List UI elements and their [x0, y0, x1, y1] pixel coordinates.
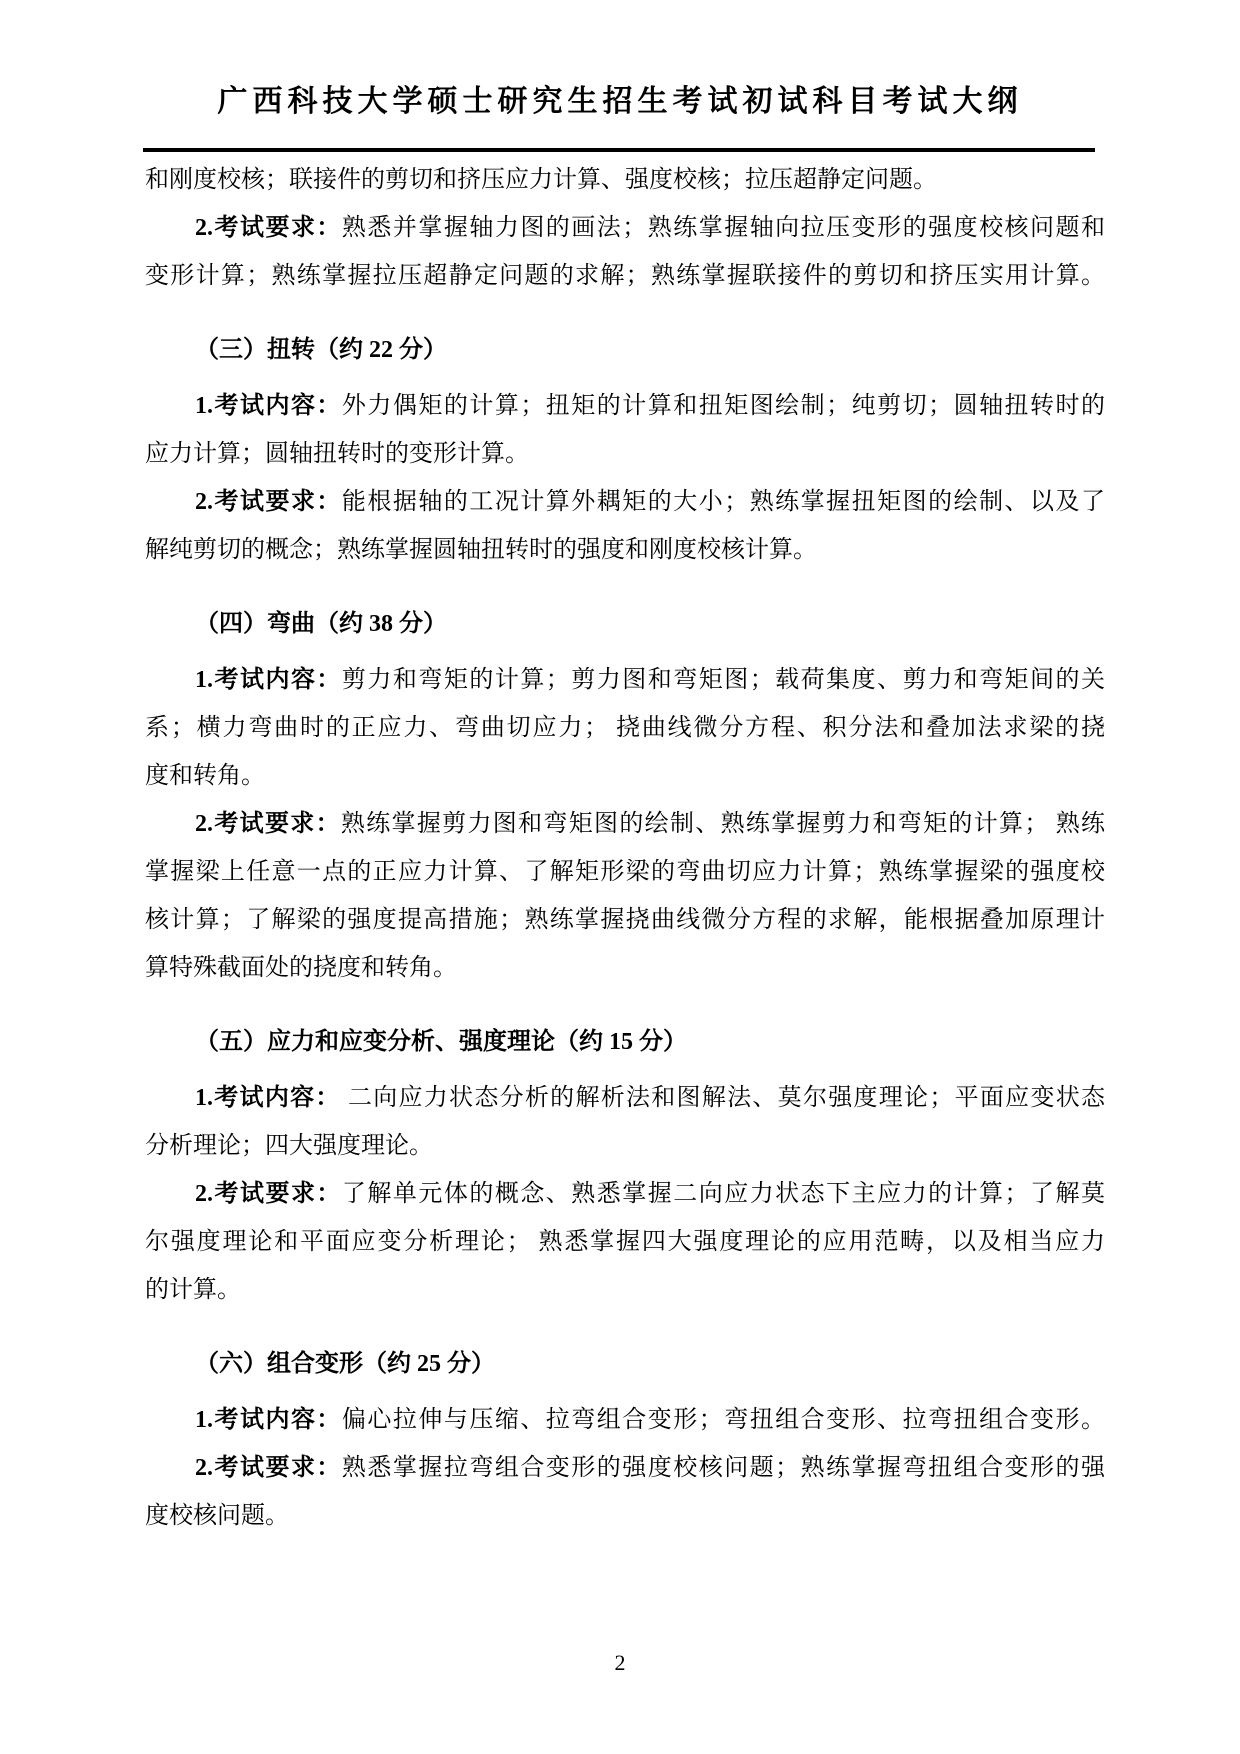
bold-text-run: 1.考试内容： — [195, 393, 342, 419]
text-run: 剪力和弯矩的计算；剪力图和弯矩图；载荷集度、剪力和弯矩间的关 — [341, 667, 1106, 693]
body-line — [145, 478, 1105, 526]
text-run: 熟悉掌握拉弯组合变形的强度校核问题；熟练掌握弯扭组合变形的强 — [341, 1455, 1106, 1481]
body-line — [145, 1218, 1105, 1266]
section-heading — [145, 1340, 1105, 1388]
body-line — [145, 1170, 1105, 1218]
bold-text-run: （六）组合变形（约 25 分） — [195, 1351, 495, 1377]
section-heading — [145, 600, 1105, 648]
body-line — [145, 526, 1105, 574]
bold-text-run: 1.考试内容： — [195, 1407, 342, 1433]
body-line — [145, 752, 1105, 800]
bold-text-run: 2.考试要求： — [195, 1181, 342, 1207]
text-run: 核计算；了解梁的强度提高措施；熟练掌握挠曲线微分方程的求解，能根据叠加原理计 — [145, 907, 1105, 933]
text-run: 熟练掌握剪力图和弯矩图的绘制、熟练掌握剪力和弯矩的计算； 熟练 — [340, 811, 1106, 837]
bold-text-run: 2.考试要求： — [195, 489, 342, 515]
body-line — [145, 1492, 1105, 1540]
text-run: 偏心拉伸与压缩、拉弯组合变形；弯扭组合变形、拉弯扭组合变形。 — [341, 1407, 1106, 1433]
body-line — [145, 382, 1105, 430]
document-body — [145, 156, 1105, 1540]
body-line — [145, 896, 1105, 944]
body-line — [145, 1266, 1105, 1314]
body-line — [145, 430, 1105, 478]
body-line — [145, 1396, 1105, 1444]
body-line — [145, 944, 1105, 992]
bold-text-run: 2.考试要求： — [195, 215, 342, 241]
bold-text-run: （三）扭转（约 22 分） — [195, 337, 447, 363]
bold-text-run: 1.考试内容： — [195, 667, 342, 693]
body-line — [145, 1122, 1105, 1170]
text-run: 熟悉并掌握轴力图的画法；熟练掌握轴向拉压变形的强度校核问题和 — [341, 215, 1106, 241]
text-run: 解纯剪切的概念；熟练掌握圆轴扭转时的强度和刚度校核计算。 — [145, 537, 817, 563]
text-run: 尔强度理论和平面应变分析理论； 熟悉掌握四大强度理论的应用范畴，以及相当应力 — [145, 1229, 1105, 1255]
text-run: 度校核问题。 — [145, 1503, 289, 1529]
section-heading — [145, 1018, 1105, 1066]
text-run: 的计算。 — [145, 1277, 241, 1303]
text-run: 二向应力状态分析的解析法和图解法、莫尔强度理论；平面应变状态 — [340, 1085, 1106, 1111]
page-number: 2 — [614, 1650, 626, 1675]
bold-text-run: （五）应力和应变分析、强度理论（约 15 分） — [195, 1029, 687, 1055]
body-line — [145, 252, 1105, 300]
bold-text-run: （四）弯曲（约 38 分） — [195, 611, 447, 637]
body-line — [145, 704, 1105, 752]
body-line — [145, 800, 1105, 848]
document-title: 广西科技大学硕士研究生招生考试初试科目考试大纲 — [217, 85, 1023, 118]
text-run: 和刚度校核；联接件的剪切和挤压应力计算、强度校核；拉压超静定问题。 — [145, 167, 937, 193]
body-line — [145, 1444, 1105, 1492]
bold-text-run: 2.考试要求： — [195, 811, 341, 837]
body-line — [145, 156, 1105, 204]
body-line — [145, 1074, 1105, 1122]
text-run: 能根据轴的工况计算外耦矩的大小；熟练掌握扭矩图的绘制、以及了 — [341, 489, 1106, 515]
text-run: 系；横力弯曲时的正应力、弯曲切应力； 挠曲线微分方程、积分法和叠加法求梁的挠 — [145, 715, 1105, 741]
text-run: 掌握梁上任意一点的正应力计算、了解矩形梁的弯曲切应力计算；熟练掌握梁的强度校 — [145, 859, 1105, 885]
body-line — [145, 656, 1105, 704]
section-heading — [145, 326, 1105, 374]
text-run: 分析理论；四大强度理论。 — [145, 1133, 433, 1159]
body-line — [145, 848, 1105, 896]
text-run: 度和转角。 — [145, 763, 265, 789]
text-run: 应力计算；圆轴扭转时的变形计算。 — [145, 441, 529, 467]
text-run: 了解单元体的概念、熟悉掌握二向应力状态下主应力的计算；了解莫 — [341, 1181, 1106, 1207]
text-run: 变形计算；熟练掌握拉压超静定问题的求解；熟练掌握联接件的剪切和挤压实用计算。 — [145, 263, 1105, 289]
bold-text-run: 1.考试内容： — [195, 1085, 341, 1111]
header-rule — [143, 148, 1095, 152]
text-run: 外力偶矩的计算；扭矩的计算和扭矩图绘制；纯剪切；圆轴扭转时的 — [341, 393, 1106, 419]
body-line — [145, 204, 1105, 252]
text-run: 算特殊截面处的挠度和转角。 — [145, 955, 457, 981]
bold-text-run: 2.考试要求： — [195, 1455, 342, 1481]
